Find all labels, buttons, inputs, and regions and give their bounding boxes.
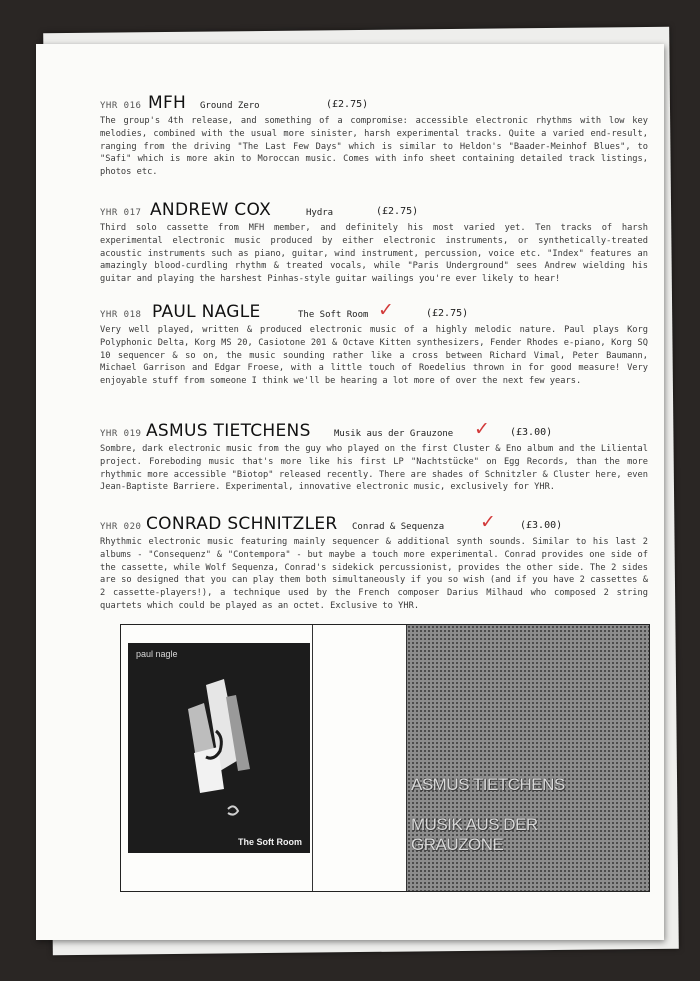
catalogue-entry-andrew-cox <box>100 198 648 286</box>
entry-description: The group's 4th release, and something of a compromise: accessible electronic rhythms with low key melodies, combined with the usual more sinister, harsh experimental tracks. Quite a varied end-result, ranging from the driving "The Last Few Days" which is similar to Heldon's "Baader-Meinhof Blues", to "Safi" which is more akin to Moroccan music. Comes with info sheet containing detailed track listings, photos etc. <box>100 116 648 178</box>
artist-name: PAUL NAGLE <box>152 302 261 322</box>
album-title: Musik aus der Grauzone <box>334 429 454 439</box>
check-mark-icon: ✓ <box>378 299 394 321</box>
catalogue-number: YHR 020 <box>100 522 142 532</box>
catalogue-number: YHR 017 <box>100 208 142 218</box>
price: (£2.75) <box>426 308 469 319</box>
asmus-tietchens-cover-image <box>407 625 649 891</box>
catalogue-entry-conrad-schnitzler <box>100 512 648 613</box>
entry-header <box>100 419 648 441</box>
artist-name: ANDREW COX <box>150 200 272 220</box>
entry-header <box>100 300 648 322</box>
check-mark-icon: ✓ <box>480 511 496 533</box>
price: (£3.00) <box>510 427 553 438</box>
price: (£3.00) <box>520 520 563 531</box>
catalogue-entry-asmus-tietchens <box>100 419 648 494</box>
cover-title-text: The Soft Room <box>238 837 302 847</box>
check-mark-icon: ✓ <box>474 418 490 440</box>
price: (£2.75) <box>326 99 369 110</box>
paul-nagle-cover-image <box>128 643 310 853</box>
catalogue-number: YHR 019 <box>100 429 142 439</box>
cover-artist-text: paul nagle <box>136 649 178 659</box>
album-title: Conrad & Sequenza <box>352 522 445 532</box>
artist-name: CONRAD SCHNITZLER <box>146 514 338 534</box>
entry-description: Rhythmic electronic music featuring mainly sequencer & additional synth sounds. Similar to his last 2 albums - "Consequenz" & "Contempora" - but maybe a touch more experimental. Conrad provides one side of the cassette, while Wolf Sequenza, Conrad's sidekick percussionist, provides the other side. The 2 sides are so designed that you can play them both simultaneously if you so wish (and if you have 2 cassettes & 2 cassette-players!), a technique used by the French composer Darius Milhaud who composed 2 string quartets which could be played as an octet. Exclusive to YHR. <box>100 537 648 611</box>
catalogue-page <box>36 44 664 940</box>
album-title: Hydra <box>306 208 334 218</box>
cover-artist-text: ASMUS TIETCHENS <box>411 775 565 794</box>
catalogue-number: YHR 016 <box>100 101 142 111</box>
entry-header <box>100 512 648 534</box>
price: (£2.75) <box>376 206 419 217</box>
album-title: The Soft Room <box>298 310 369 320</box>
entry-header <box>100 91 648 113</box>
catalogue-number: YHR 018 <box>100 310 142 320</box>
entry-description: Sombre, dark electronic music from the guy who played on the first Cluster & Eno album and the Liliental project. Foreboding music that's more like his first LP "Nachtstücke" on Egg Records, than the more rhythmic more accessible "Biotop" released recently. There are shades of Schnitzler & Cluster here, even Jean-Baptiste Barriere. Experimental, innovative electronic music, exclusively for YHR. <box>100 444 648 493</box>
entry-description: Very well played, written & produced electronic music of a highly melodic nature. Paul plays Korg Polyphonic Delta, Korg MS 20, Casiotone 201 & Octave Kitten synthesizers, Fender Rhodes e-piano, Korg SQ 10 sequencer & so on, the music sounding rather like a cross between Richard Vimal, Peter Baumann, Michael Garrison and Edgar Froese, with a little touch of Roedelius thrown in for good measure! Very enjoyable stuff from someone I think we'll be hearing a lot more of over the next few years. <box>100 325 648 387</box>
panel-divider <box>312 625 313 891</box>
artist-name: ASMUS TIETCHENS <box>146 421 311 441</box>
catalogue-entry-paul-nagle <box>100 300 648 388</box>
entry-header <box>100 198 648 220</box>
cover-artwork-image <box>128 643 310 853</box>
artist-name: MFH <box>148 93 187 113</box>
cover-images-panel <box>120 624 650 892</box>
entry-description: Third solo cassette from MFH member, and definitely his most varied yet. Ten tracks of harsh experimental electronic music produced by either electronic instruments, or synthetically-treated acoustic instruments such as piano, guitar, wind instrument, percussion, voice etc. "Index" features an amazingly blood-curdling rhythm & treated vocals, while "Paris Underground" sees Andrew wielding his guitar and playing the harshest Pinhas-style guitar wailings you're ever likely to hear! <box>100 223 648 285</box>
cover-title-text: MUSIK AUS DER GRAUZONE <box>411 815 538 854</box>
catalogue-entry-mfh <box>100 91 648 179</box>
album-title: Ground Zero <box>200 101 260 111</box>
